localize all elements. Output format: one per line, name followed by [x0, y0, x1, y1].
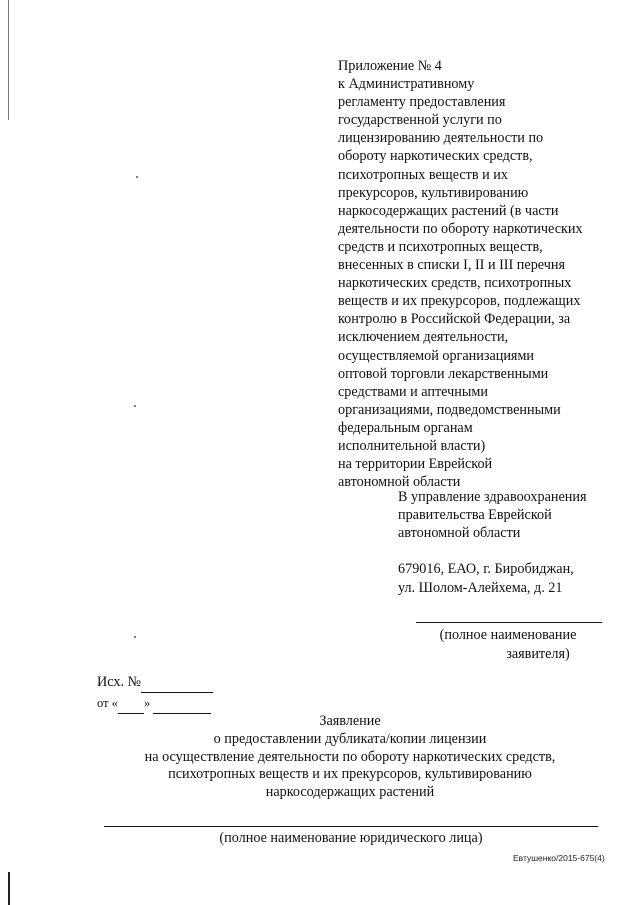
appendix-line: наркотических средств, психотропных — [338, 275, 572, 292]
scan-dot — [134, 405, 136, 407]
appendix-line: средств и психотропных веществ, — [338, 238, 543, 255]
appendix-line: обороту наркотических средств, — [338, 148, 533, 165]
appendix-line: регламенту предоставления — [338, 94, 506, 111]
applicant-caption — [410, 626, 606, 663]
appendix-line: веществ и их прекурсоров, подлежащих — [338, 293, 581, 310]
appendix-line: Приложение № 4 — [338, 58, 442, 74]
date-month-year-field[interactable] — [153, 693, 211, 714]
statement-line: наркосодержащих растений — [265, 784, 435, 801]
applicant-caption-line: (полное наименование — [439, 627, 577, 643]
appendix-line: наркосодержащих растений (в части — [338, 202, 559, 219]
appendix-line: контролю в Российской Федерации, за — [338, 311, 571, 328]
outgoing-reference — [97, 672, 213, 714]
addressee-line: В управление здравоохранения — [398, 489, 587, 505]
appendix-line: оптовой торговли лекарственными — [338, 365, 549, 382]
date-day-field[interactable] — [118, 693, 144, 714]
appendix-line: автономной области — [338, 474, 461, 491]
statement-line: о предоставлении дубликата/копии лицензии — [213, 730, 487, 747]
address-line: 679016, ЕАО, г. Биробиджан, — [398, 561, 574, 577]
addressee-line: автономной области — [398, 525, 521, 541]
appendix-line: организациями, подведомственными — [338, 401, 561, 418]
appendix-line: прекурсоров, культивированию — [338, 184, 529, 201]
appendix-line: деятельности по обороту наркотических — [338, 220, 583, 237]
appendix-line: внесенных в списки I, II и III перечня — [338, 257, 565, 274]
statement-line: Заявление — [319, 713, 381, 729]
scan-dot — [134, 636, 136, 638]
appendix-header — [338, 57, 608, 491]
scan-dot — [136, 176, 138, 178]
statement-line: на осуществление деятельности по обороту наркотических средств, — [144, 748, 556, 765]
outgoing-date-row — [97, 693, 213, 714]
entity-name-field[interactable] — [104, 826, 598, 827]
addressee-line: правительства Еврейской — [398, 507, 552, 523]
address-line: ул. Шолом-Алейхема, д. 21 — [398, 579, 563, 596]
date-mid: » — [143, 696, 151, 710]
date-prefix: от « — [97, 696, 118, 710]
appendix-line: государственной услуги по — [338, 112, 502, 129]
appendix-line: федеральным органам — [338, 419, 473, 436]
outgoing-number-row — [97, 672, 213, 693]
appendix-line: исключением деятельности, — [338, 329, 509, 346]
scan-mark-bottom — [8, 872, 10, 905]
statement-title — [90, 713, 610, 802]
applicant-caption-line: заявителя) — [506, 645, 570, 662]
scan-mark-top — [8, 0, 9, 120]
entity-caption: (полное наименование юридического лица) — [219, 830, 483, 846]
outgoing-number-label: Исх. № — [97, 674, 142, 690]
addressee-block — [398, 488, 628, 542]
appendix-line: психотропных веществ и их — [338, 166, 508, 183]
applicant-name-field[interactable] — [416, 622, 602, 623]
appendix-line: лицензированию деятельности по — [338, 130, 544, 147]
appendix-line: средствами и аптечными — [338, 383, 488, 400]
outgoing-number-field[interactable] — [141, 672, 213, 693]
appendix-line: на территории Еврейской — [338, 456, 493, 473]
appendix-line: исполнительной власти) — [338, 437, 486, 454]
appendix-line: к Административному — [338, 76, 475, 93]
appendix-line: осуществляемой организациями — [338, 347, 535, 364]
address-block — [398, 560, 628, 597]
statement-line: психотропных веществ и их прекурсоров, культивированию — [168, 766, 532, 783]
registry-mark: Евтушенко/2015-675(4) — [513, 853, 605, 863]
